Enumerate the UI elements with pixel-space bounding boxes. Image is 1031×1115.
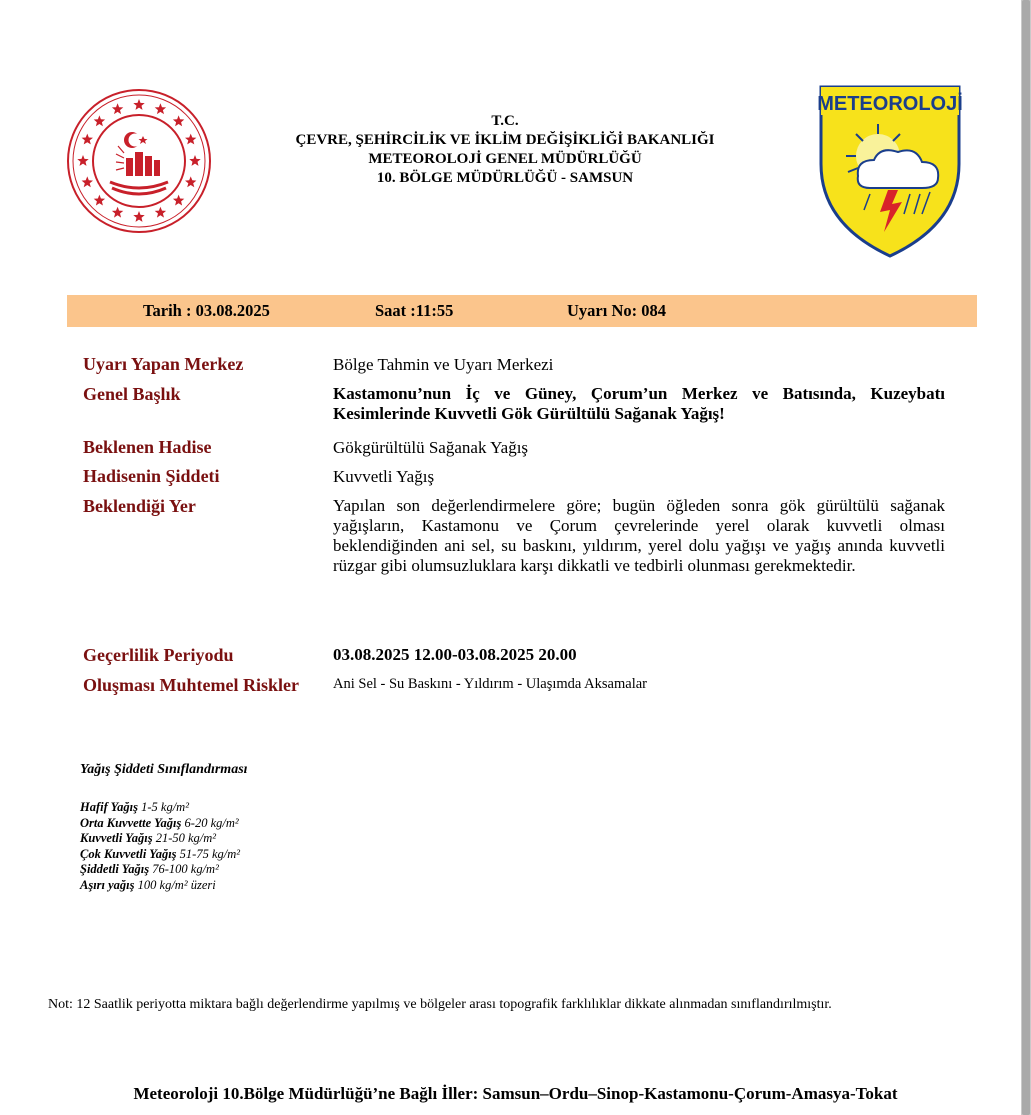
location-value: Yapılan son değerlendirmelere göre; bugün öğleden sonra gök gürültülü sağanak yağışların, Kastamonu ve Çorum çevrelerinde yerel olarak kuvvetli olması beklendiğinden ani sel, su baskını, yıldırım, yerel dolu yağışı ve yağış anında kuvvetli rüzgar gibi olumsuzluklara karşı dikkatli ve tedbirli olunması gerekmektedir. (333, 496, 945, 575)
classification-title: Yağış Şiddeti Sınıflandırması (80, 762, 248, 777)
warning-number: Uyarı No: 084 (567, 301, 666, 320)
event-label: Beklenen Hadise (83, 437, 212, 457)
warning-info-bar (67, 295, 977, 327)
seal-star (133, 211, 144, 222)
seal-star (185, 176, 196, 187)
seal-star (189, 155, 200, 166)
seal-star (94, 195, 105, 206)
seal-star (133, 99, 144, 110)
headline-label: Genel Başlık (83, 384, 181, 404)
seal-star (155, 207, 166, 218)
warning-time: Saat :11:55 (375, 301, 454, 320)
seal-star (82, 134, 93, 145)
header-line-directorate: METEOROLOJİ GENEL MÜDÜRLÜĞÜ (368, 151, 642, 167)
validity-value: 03.08.2025 12.00-03.08.2025 20.00 (333, 645, 577, 664)
seal-star (112, 103, 123, 114)
center-value: Bölge Tahmin ve Uyarı Merkezi (333, 355, 554, 374)
seal-star (173, 115, 184, 126)
document-header (200, 112, 810, 188)
seal-star (77, 155, 88, 166)
meteoroloji-logo (818, 84, 962, 258)
seal-star (173, 195, 184, 206)
seal-star (112, 207, 123, 218)
header-line-region: 10. BÖLGE MÜDÜRLÜĞÜ - SAMSUN (376, 170, 634, 186)
event-value: Gökgürültülü Sağanak Yağış (333, 438, 529, 457)
severity-label: Hadisenin Şiddeti (83, 466, 220, 486)
classification-item: Hafif Yağış 1-5 kg/m² (80, 800, 189, 814)
note-text: Not: 12 Saatlik periyotta miktara bağlı değerlendirme yapılmış ve bölgeler arası topografik farklılıklar dikkate alınmadan sınıflandırılmıştır. (48, 997, 832, 1012)
classification-item: Şiddetli Yağış 76-100 kg/m² (80, 862, 219, 876)
seal-star (185, 134, 196, 145)
validity-label: Geçerlilik Periyodu (83, 645, 234, 665)
meteoroloji-logo-text: METEOROLOJİ (818, 93, 962, 115)
classification-list (80, 800, 240, 893)
classification-item: Çok Kuvvetli Yağış 51-75 kg/m² (80, 846, 241, 861)
location-label: Beklendiği Yer (83, 496, 196, 516)
center-label: Uyarı Yapan Merkez (83, 354, 244, 374)
seal-star (155, 103, 166, 114)
classification-item: Aşırı yağış 100 kg/m² üzeri (80, 877, 216, 892)
seal-star (94, 115, 105, 126)
risks-value: Ani Sel - Su Baskını - Yıldırım - Ulaşımda Aksamalar (333, 676, 647, 692)
header-line-ministry: ÇEVRE, ŞEHİRCİLİK VE İKLİM DEĞİŞİKLİĞİ BAKANLIĞI (295, 132, 715, 148)
scrollbar-thumb[interactable] (1022, 0, 1030, 1115)
vertical-scrollbar[interactable] (1021, 0, 1031, 1115)
classification-item: Orta Kuvvette Yağış 6-20 kg/m² (80, 815, 239, 830)
header-line-tc: T.C. (491, 113, 519, 129)
ministry-logo (66, 88, 212, 234)
seal-star (82, 176, 93, 187)
risks-label: Oluşması Muhtemel Riskler (83, 675, 299, 695)
footer-provinces: Meteoroloji 10.Bölge Müdürlüğü’ne Bağlı İller: Samsun–Ordu–Sinop-Kastamonu-Çorum-Amasya-Tokat (133, 1084, 898, 1103)
headline-value: Kastamonu’nun İç ve Güney, Çorum’un Merkez ve Batısında, Kuzeybatı Kesimlerinde Kuvvetli Gök Gürültülü Sağanak Yağış! (333, 384, 945, 423)
classification-item: Kuvvetli Yağış 21-50 kg/m² (80, 831, 217, 845)
warning-date: Tarih : 03.08.2025 (143, 301, 270, 320)
severity-value: Kuvvetli Yağış (333, 467, 435, 486)
